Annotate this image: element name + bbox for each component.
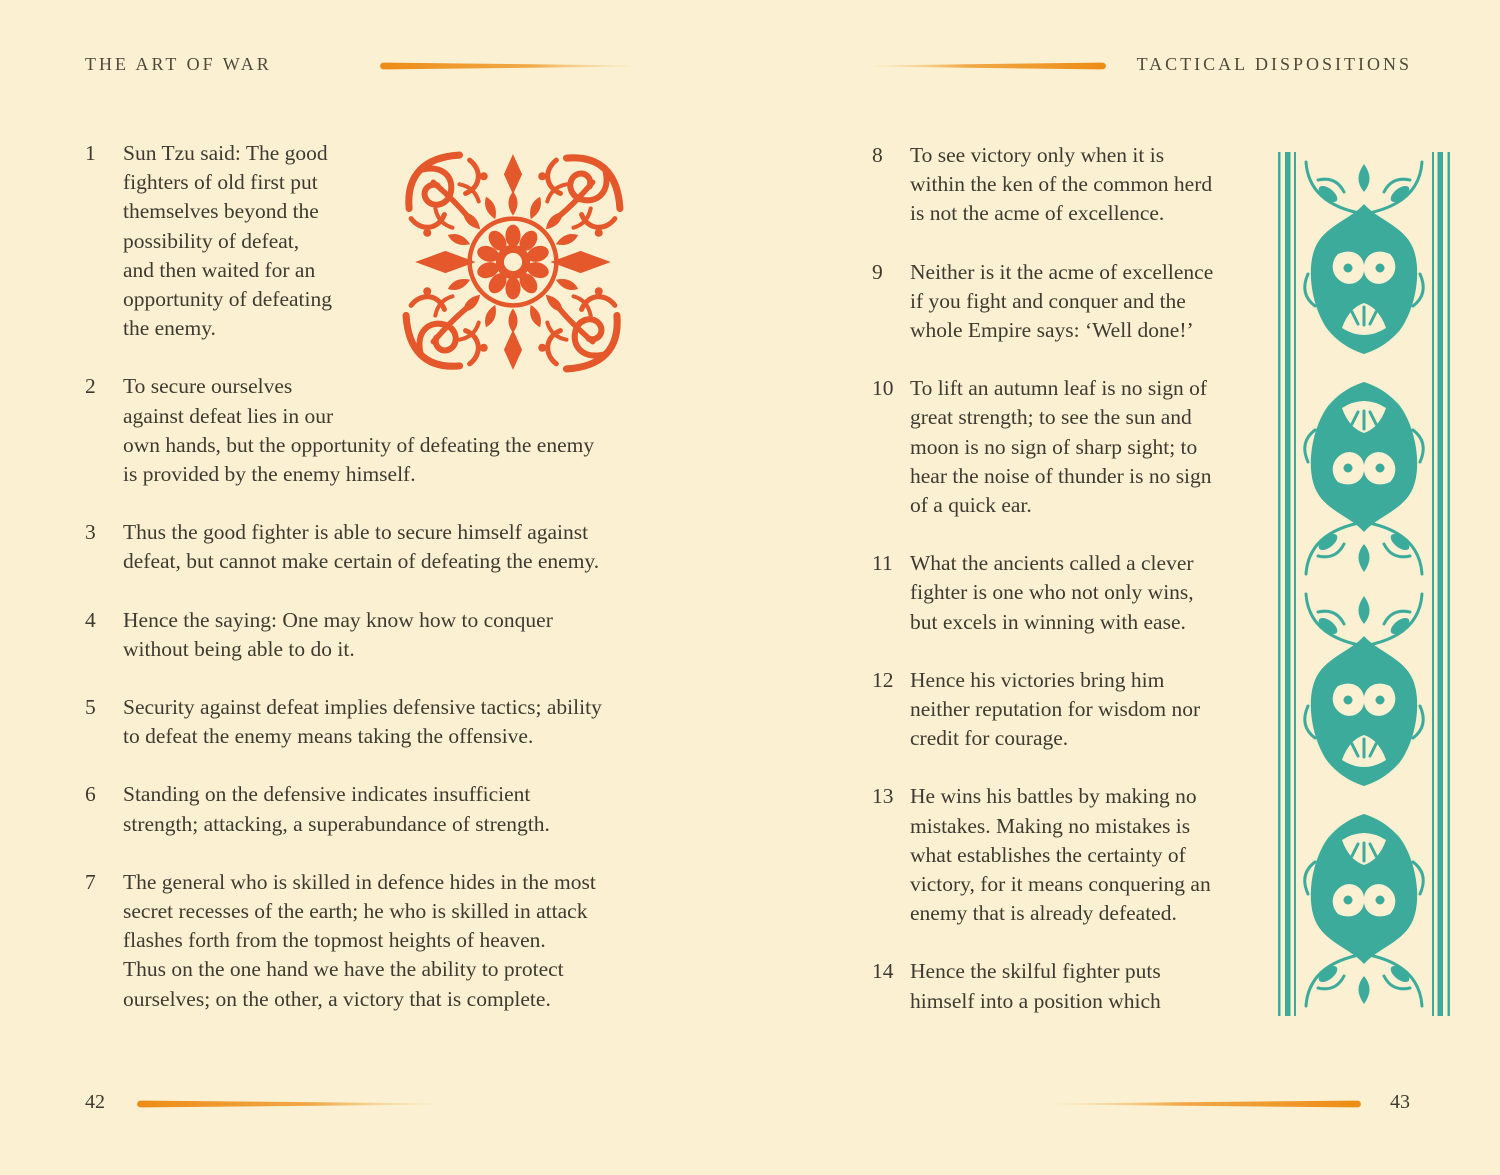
- verse-number: 14: [872, 959, 894, 984]
- verse-item: [85, 693, 660, 751]
- verse-item: [872, 374, 1264, 520]
- verse-number: 12: [872, 667, 894, 692]
- verse-item: [872, 957, 1264, 1015]
- verse-item: [872, 666, 1264, 754]
- verse-number: 11: [872, 551, 893, 576]
- verse-text: To secure ourselves against defeat lies in our own hands, but the opportunity of defeating the enemy is provided by the enemy himself.: [123, 374, 595, 487]
- footer-rule-right: [1058, 1098, 1366, 1110]
- right-running-head: TACTICAL DISPOSITIONS: [1136, 54, 1412, 74]
- verse-text: Hence the saying: One may know how to conquer without being able to do it.: [123, 607, 553, 661]
- verse-item: [85, 868, 660, 1014]
- verse-number: 4: [85, 607, 96, 632]
- verse-item: [872, 549, 1264, 637]
- verse-number: 10: [872, 376, 894, 401]
- arabesque-border-icon: [1278, 152, 1450, 1016]
- verse-item: [85, 780, 660, 838]
- verse-text: Security against defeat implies defensive tactics; ability to defeat the enemy means taking the offensive.: [123, 695, 602, 749]
- verse-number: 3: [85, 520, 96, 545]
- verse-text: Standing on the defensive indicates insufficient strength; attacking, a superabundance of strength.: [123, 782, 550, 836]
- verse-text: What the ancients called a clever fighter is one who not only wins, but excels in winning with ease.: [910, 551, 1194, 634]
- verse-item: [85, 372, 660, 489]
- verse-number: 13: [872, 784, 894, 809]
- verse-text: To see victory only when it is within the ken of the common herd is not the acme of excellence.: [910, 143, 1213, 226]
- header-rule-right: [873, 60, 1111, 72]
- verse-text: Hence the skilful fighter puts himself into a position which: [910, 959, 1161, 1013]
- medallion-ornament-icon: [397, 146, 629, 378]
- verse-text: He wins his battles by making no mistakes. Making no mistakes is what establishes the certainty of victory, for it means conquering an enemy that is already defeated.: [910, 784, 1211, 926]
- verse-text: The general who is skilled in defence hides in the most secret recesses of the earth; he who is skilled in attack flashes forth from the topmost heights of heaven. Thus on the one hand we have the ability to protect ourselves; on the other, a victory that is complete.: [123, 869, 596, 1011]
- verse-number: 7: [85, 869, 96, 894]
- verse-item: [872, 141, 1264, 229]
- left-running-head: THE ART OF WAR: [85, 54, 272, 74]
- verse-number: 9: [872, 259, 883, 284]
- footer-rule-left: [132, 1098, 432, 1110]
- verse-text: Thus the good fighter is able to secure himself against defeat, but cannot make certain of defeating the enemy.: [123, 520, 600, 574]
- verse-number: 8: [872, 143, 883, 167]
- verse-number: 2: [85, 374, 96, 399]
- verse-number: 1: [85, 141, 96, 165]
- verse-text: Neither is it the acme of excellence if you fight and conquer and the whole Empire says: ‘Well done!’: [910, 259, 1214, 343]
- right-page-number: 43: [1390, 1091, 1410, 1113]
- verse-item: [872, 258, 1264, 346]
- verse-text: Hence his victories bring him neither reputation for wisdom nor credit for courage.: [910, 667, 1201, 751]
- right-verse-list: [872, 141, 1264, 1016]
- header-rule-left: [375, 60, 631, 72]
- verse-item: [85, 606, 660, 664]
- verse-item: [872, 782, 1264, 928]
- verse-item: [85, 518, 660, 576]
- left-page-number: 42: [85, 1091, 105, 1113]
- verse-number: 6: [85, 782, 96, 807]
- verse-number: 5: [85, 695, 96, 720]
- verse-text: Sun Tzu said: The good fighters of old first put themselves beyond the possibility of defeat, and then waited for an opportunity of defeating the enemy.: [123, 141, 332, 341]
- verse-text: To lift an autumn leaf is no sign of great strength; to see the sun and moon is no sign of sharp sight; to hear the noise of thunder is no sign of a quick ear.: [910, 376, 1212, 518]
